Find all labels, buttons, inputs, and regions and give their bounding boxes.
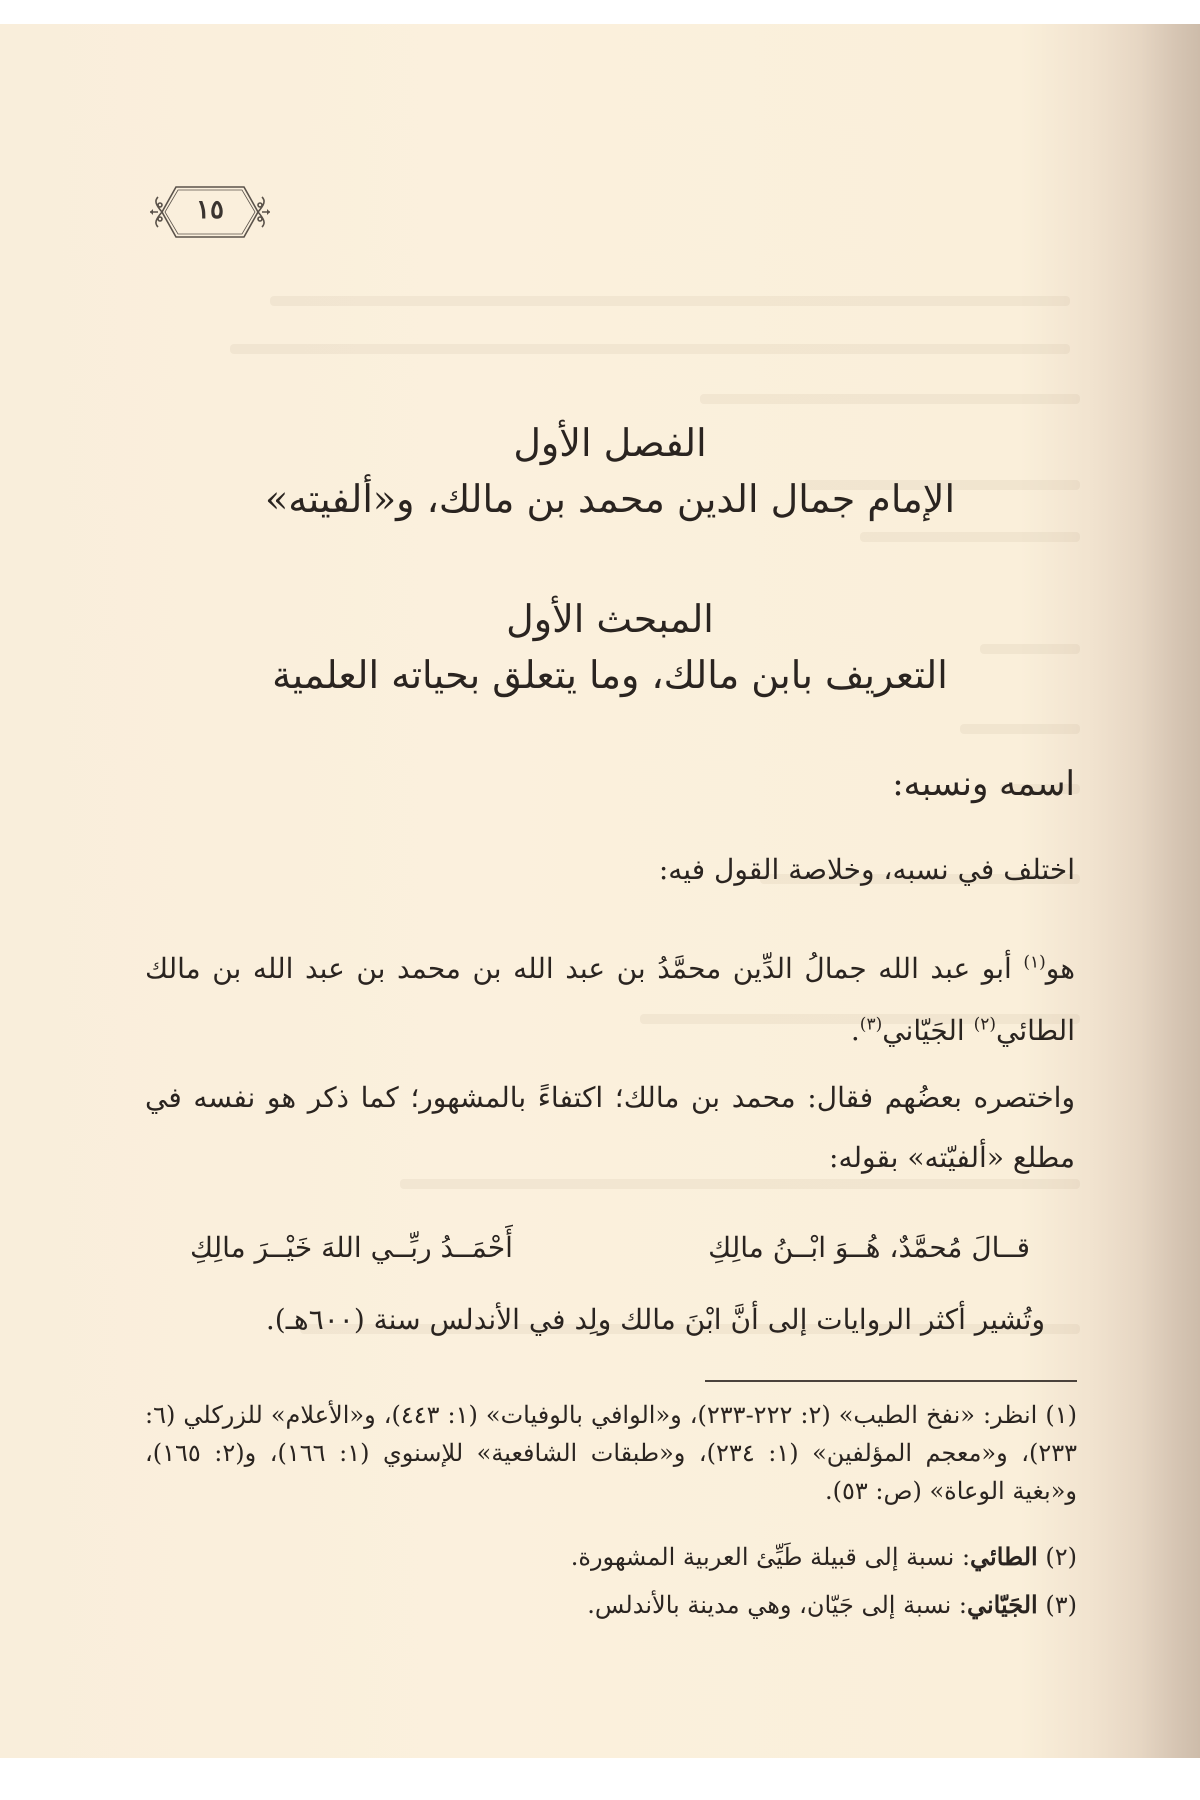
footnote-separator (705, 1380, 1077, 1382)
bleed-through-line (230, 344, 1070, 354)
footnote-ref-3[interactable]: (٣) (859, 1014, 883, 1035)
footnote-3 (145, 1586, 1077, 1624)
footnote-text: : نسبة إلى قبيلة طَيِّئ العربية المشهورة. (570, 1543, 971, 1571)
footnote-1 (145, 1396, 1077, 1510)
page-number-ornament (148, 183, 272, 241)
footnote-number: (٣) (1045, 1591, 1077, 1619)
page-number: ١٥ (196, 195, 224, 225)
bleed-through-line (700, 394, 1080, 404)
chapter-label: الفصل الأول (513, 421, 707, 465)
verse-line (190, 1228, 1030, 1268)
footnote-term: الجَيّاني (967, 1590, 1038, 1619)
footnote-term: الطائي (970, 1542, 1038, 1571)
paragraph-1: اختلف في نسبه، وخلاصة القول فيه: (658, 853, 1075, 886)
footnote-number: (٢) (1045, 1543, 1077, 1571)
chapter-title: الإمام جمال الدين محمد بن مالك، و«ألفيته» (264, 477, 955, 521)
verse-hemistich-2: أَحْمَــدُ ربِّــي اللهَ خَيْــرَ مالِكِ (190, 1231, 513, 1264)
paragraph-2-text: . (850, 1014, 860, 1047)
verse-hemistich-1: قــالَ مُحمَّدٌ، هُــوَ ابْــنُ مالِكِ (708, 1231, 1030, 1264)
paragraph-2-text: أبو عبد الله جمالُ الدِّين محمَّدُ بن عبد الله بن محمد بن عبد الله بن مالك الطائي (145, 952, 1075, 1047)
book-page (0, 24, 1200, 1788)
footnote-ref-1[interactable]: (١) (1023, 952, 1046, 973)
page-bottom-edge (0, 1758, 1200, 1800)
paragraph-2-text: هو (1045, 952, 1075, 985)
section-label: المبحث الأول (506, 597, 714, 641)
footnote-text: : نسبة إلى جَيّان، وهي مدينة بالأندلس. (587, 1591, 967, 1619)
footnote-ref-2[interactable]: (٢) (973, 1014, 997, 1035)
paragraph-3: واختصره بعضُهم فقال: محمد بن مالك؛ اكتفاءً بالمشهور؛ كما ذكر هو نفسه في مطلع «ألفيّته» بقوله: (145, 1081, 1075, 1174)
paragraph-2-text: الجَيّاني (882, 1014, 974, 1047)
paragraph-4: وتُشير أكثر الروايات إلى أنَّ ابْنَ مالك ولِد في الأندلس سنة (٦٠٠هـ). (265, 1303, 1045, 1336)
bleed-through-line (960, 724, 1080, 734)
section-title: التعريف بابن مالك، وما يتعلق بحياته العلمية (272, 653, 948, 697)
footnote-text: انظر: «نفخ الطيب» (٢: ٢٢٢-٢٣٣)، و«الوافي بالوفيات» (١: ٤٤٣)، و«الأعلام» للزركلي (٦: ٢٣٣)، و«معجم المؤلفين» (١: ٢٣٤)، و«طبقات الشافعية» للإسنوي (١: ١٦٦)، و(٢: ١٦٥)، و«بغية الوعاة» (ص: ٥٣). (145, 1401, 1078, 1505)
footnote-2 (145, 1538, 1077, 1576)
bleed-through-line (270, 296, 1070, 306)
footnote-number: (١) (1045, 1401, 1078, 1429)
paragraph-2 (145, 938, 1075, 1062)
subheading-name-lineage: اسمه ونسبه: (892, 764, 1075, 804)
bleed-through-line (860, 532, 1080, 542)
